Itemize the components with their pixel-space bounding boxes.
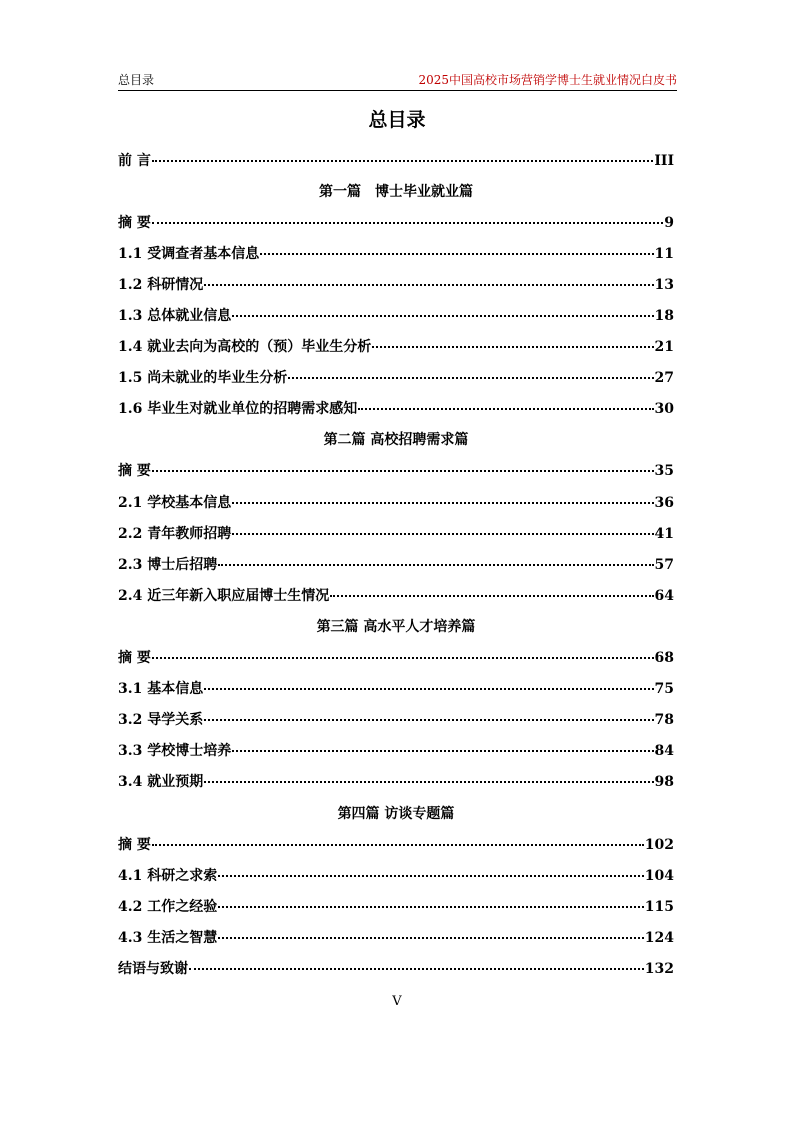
toc-entry[interactable] [118, 393, 674, 424]
toc-entry[interactable] [118, 579, 674, 610]
toc-dot-leader [152, 844, 644, 846]
toc-part-heading [118, 610, 674, 641]
toc-entry[interactable] [118, 828, 674, 859]
toc-entry-page-number: 78 [654, 712, 674, 729]
toc-dot-leader [260, 253, 653, 255]
toc-part-title: 第二篇 高校招聘需求篇 [323, 432, 469, 449]
toc-entry-label: 前 言 [118, 152, 151, 169]
toc-entry[interactable] [118, 206, 674, 237]
toc-dot-leader [358, 408, 653, 410]
toc-dot-leader [189, 968, 644, 970]
toc-dot-leader [204, 719, 653, 721]
toc-entry[interactable] [118, 548, 674, 579]
toc-entry[interactable] [118, 517, 674, 548]
toc-dot-leader [330, 595, 653, 597]
toc-part-heading [118, 424, 674, 455]
toc-entry[interactable] [118, 455, 674, 486]
toc-entry-label: 4.2 工作之经验 [118, 898, 218, 915]
toc-entry-page-number: 9 [664, 214, 674, 231]
toc-dot-leader [152, 657, 654, 659]
toc-entry-page-number: 36 [654, 494, 674, 511]
toc-entry-label: 摘 要 [118, 650, 151, 667]
header-document-title: 2025中国高校市场营销学博士生就业情况白皮书 [418, 73, 677, 87]
toc-entry-page-number: III [654, 152, 674, 169]
toc-entry-label: 1.6 毕业生对就业单位的招聘需求感知 [118, 401, 358, 418]
toc-entry-page-number: 57 [654, 556, 674, 573]
toc-entry-label: 2.2 青年教师招聘 [118, 525, 232, 542]
toc-entry-label: 结语与致谢 [118, 960, 188, 977]
toc-entry-label: 2.3 博士后招聘 [118, 556, 218, 573]
toc-entry[interactable] [118, 237, 674, 268]
toc-entry-page-number: 27 [654, 370, 674, 387]
page-title: 总目录 [368, 109, 426, 131]
toc-dot-leader [204, 781, 653, 783]
toc-part-title: 第四篇 访谈专题篇 [337, 805, 455, 822]
toc-dot-leader [218, 937, 644, 939]
toc-entry[interactable] [118, 921, 674, 952]
toc-dot-leader [152, 160, 653, 162]
toc-entry-page-number: 115 [644, 898, 674, 915]
toc-dot-leader [232, 750, 653, 752]
toc-dot-leader [372, 346, 653, 348]
toc-dot-leader [232, 502, 653, 504]
toc-dot-leader [204, 688, 653, 690]
toc-entry[interactable] [118, 890, 674, 921]
toc-entry[interactable] [118, 735, 674, 766]
toc-dot-leader [152, 222, 663, 224]
toc-entry-label: 1.2 科研情况 [118, 276, 204, 293]
toc-entry[interactable] [118, 362, 674, 393]
toc-entry[interactable] [118, 952, 674, 983]
toc-entry-page-number: 75 [654, 681, 674, 698]
toc-entry-label: 1.3 总体就业信息 [118, 308, 232, 325]
toc-entry-page-number: 13 [654, 276, 674, 293]
toc-entry-page-number: 18 [654, 308, 674, 325]
toc-entry-page-number: 64 [654, 587, 674, 604]
toc-part-heading [118, 797, 674, 828]
toc-entry-label: 3.4 就业预期 [118, 774, 204, 791]
toc-entry-label: 4.3 生活之智慧 [118, 929, 218, 946]
toc-dot-leader [232, 533, 653, 535]
toc-entry-page-number: 98 [654, 774, 674, 791]
toc-entry[interactable] [118, 673, 674, 704]
table-of-contents [118, 144, 674, 984]
toc-entry-page-number: 84 [654, 743, 674, 760]
toc-dot-leader [218, 875, 644, 877]
toc-entry-page-number: 41 [654, 525, 674, 542]
toc-dot-leader [288, 377, 653, 379]
toc-entry-label: 摘 要 [118, 214, 151, 231]
toc-dot-leader [232, 315, 653, 317]
toc-entry[interactable] [118, 331, 674, 362]
toc-entry-label: 1.1 受调查者基本信息 [118, 245, 260, 262]
page-number: V [392, 994, 402, 1009]
toc-entry-page-number: 30 [654, 401, 674, 418]
toc-entry-label: 3.3 学校博士培养 [118, 743, 232, 760]
toc-part-title: 第三篇 高水平人才培养篇 [316, 618, 476, 635]
toc-entry-page-number: 104 [644, 867, 674, 884]
toc-entry-label: 摘 要 [118, 836, 151, 853]
toc-entry-label: 2.1 学校基本信息 [118, 494, 232, 511]
toc-dot-leader [218, 564, 653, 566]
toc-dot-leader [152, 470, 654, 472]
toc-entry[interactable] [118, 642, 674, 673]
toc-dot-leader [204, 284, 653, 286]
toc-entry-page-number: 21 [654, 339, 674, 356]
toc-entry[interactable] [118, 766, 674, 797]
toc-entry[interactable] [118, 144, 674, 175]
toc-part-heading [118, 175, 674, 206]
toc-entry-label: 3.1 基本信息 [118, 681, 204, 698]
toc-entry-page-number: 124 [644, 929, 674, 946]
toc-entry-page-number: 102 [644, 836, 674, 853]
toc-entry[interactable] [118, 268, 674, 299]
toc-entry-label: 1.4 就业去向为高校的（预）毕业生分析 [118, 339, 372, 356]
toc-entry[interactable] [118, 704, 674, 735]
toc-entry-label: 2.4 近三年新入职应届博士生情况 [118, 587, 330, 604]
toc-dot-leader [218, 906, 644, 908]
toc-entry-label: 3.2 导学关系 [118, 712, 204, 729]
toc-entry-page-number: 35 [654, 463, 674, 480]
toc-entry-label: 摘 要 [118, 463, 151, 480]
toc-entry-page-number: 68 [654, 650, 674, 667]
toc-part-title: 第一篇 博士毕业就业篇 [319, 183, 473, 200]
toc-entry[interactable] [118, 299, 674, 330]
toc-entry-label: 4.1 科研之求索 [118, 867, 218, 884]
toc-entry[interactable] [118, 486, 674, 517]
running-header [118, 72, 677, 91]
toc-entry-page-number: 11 [654, 245, 674, 262]
toc-entry-label: 1.5 尚未就业的毕业生分析 [118, 370, 288, 387]
header-section-name: 总目录 [118, 73, 155, 87]
toc-entry[interactable] [118, 859, 674, 890]
toc-entry-page-number: 132 [644, 960, 674, 977]
